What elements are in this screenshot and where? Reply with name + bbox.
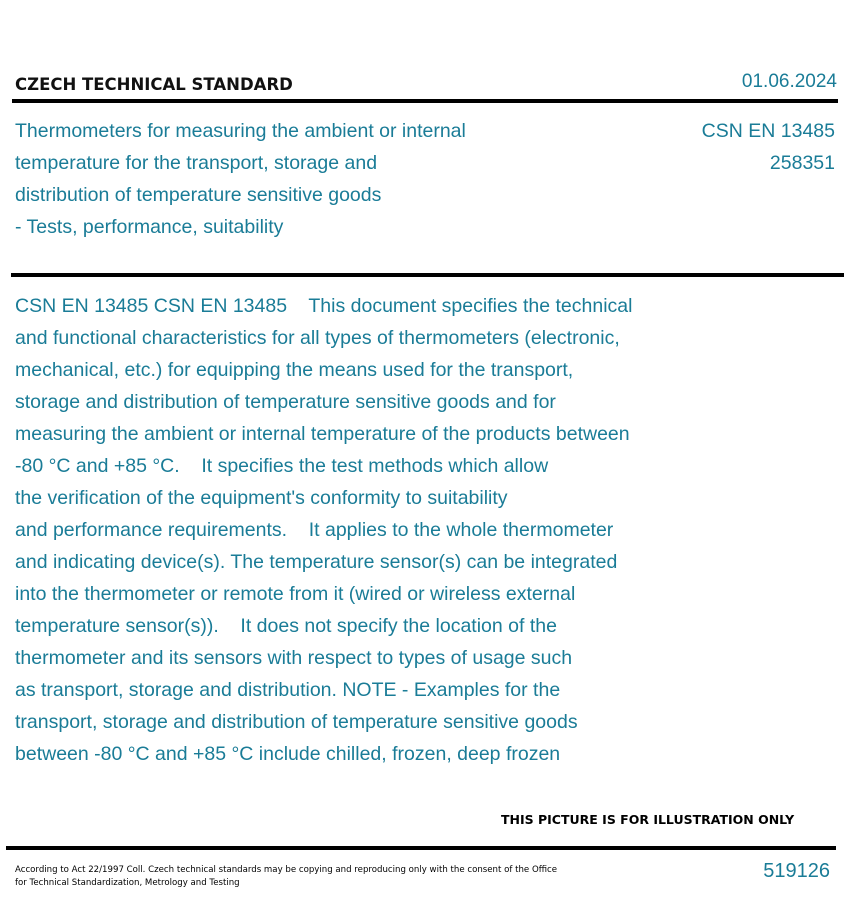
title-line: temperature for the transport, storage and bbox=[15, 152, 378, 174]
abstract-line: the verification of the equipment's conformity to suitability bbox=[15, 487, 508, 509]
abstract-line: and functional characteristics for all types of thermometers (electronic, bbox=[15, 327, 620, 349]
standard-type-label: CZECH TECHNICAL STANDARD bbox=[15, 75, 293, 94]
legal-line: According to Act 22/1997 Coll. Czech technical standards may be copying and reproducing only with the consent of the Office bbox=[15, 865, 558, 875]
illustration-notice: THIS PICTURE IS FOR ILLUSTRATION ONLY bbox=[501, 812, 795, 827]
abstract-line: and performance requirements. It applies to the whole thermometer bbox=[15, 519, 614, 541]
abstract-line: between -80 °C and +85 °C include chilled, frozen, deep frozen bbox=[15, 743, 561, 765]
abstract-line: into the thermometer or remote from it (wired or wireless external bbox=[15, 583, 576, 605]
publication-date: 01.06.2024 bbox=[741, 71, 837, 92]
title-line: - Tests, performance, suitability bbox=[15, 216, 284, 238]
abstract-line: thermometer and its sensors with respect to types of usage such bbox=[15, 647, 573, 669]
middle-divider bbox=[11, 273, 844, 277]
top-divider bbox=[12, 99, 838, 103]
document-abstract bbox=[15, 290, 715, 770]
abstract-line: temperature sensor(s)). It does not specify the location of the bbox=[15, 615, 557, 637]
abstract-line: transport, storage and distribution of temperature sensitive goods bbox=[15, 711, 578, 733]
document-id: 519126 bbox=[763, 860, 830, 882]
document-title bbox=[15, 115, 575, 243]
standard-identifier bbox=[702, 115, 835, 179]
standard-number: 258351 bbox=[769, 152, 835, 174]
legal-line: for Technical Standardization, Metrology and Testing bbox=[15, 878, 240, 888]
legal-notice bbox=[15, 864, 615, 890]
bottom-divider bbox=[6, 846, 836, 850]
abstract-line: CSN EN 13485 CSN EN 13485 This document specifies the technical bbox=[15, 295, 633, 317]
abstract-line: as transport, storage and distribution. NOTE - Examples for the bbox=[15, 679, 561, 701]
abstract-line: measuring the ambient or internal temperature of the products between bbox=[15, 423, 630, 445]
standard-code: CSN EN 13485 bbox=[701, 120, 835, 142]
abstract-line: and indicating device(s). The temperature sensor(s) can be integrated bbox=[15, 551, 618, 573]
abstract-line: storage and distribution of temperature sensitive goods and for bbox=[15, 391, 556, 413]
title-line: distribution of temperature sensitive goods bbox=[15, 184, 382, 206]
title-line: Thermometers for measuring the ambient or internal bbox=[15, 120, 466, 142]
abstract-line: mechanical, etc.) for equipping the means used for the transport, bbox=[15, 359, 574, 381]
abstract-line: -80 °C and +85 °C. It specifies the test methods which allow bbox=[15, 455, 549, 477]
